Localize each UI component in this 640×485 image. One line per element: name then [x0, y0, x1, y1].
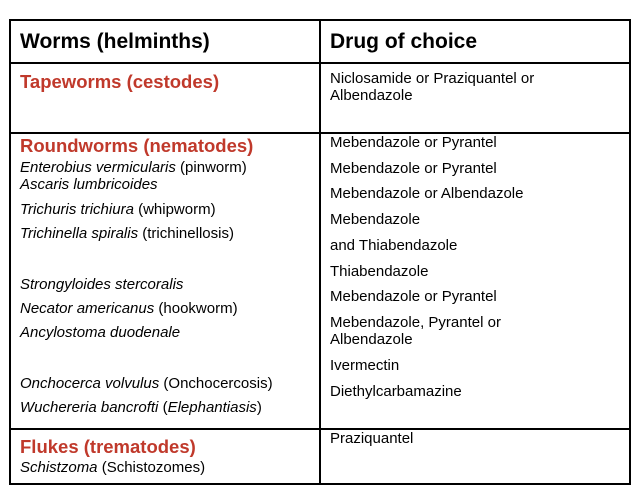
species-line — [20, 375, 313, 392]
table-row-flukes — [10, 429, 630, 484]
drug-line: Mebendazole or Pyrantel — [330, 134, 497, 151]
drug-line — [330, 314, 623, 349]
species-common: ) — [256, 399, 262, 417]
flukes-drug-cell — [320, 429, 630, 484]
species-common: (whipworm) — [133, 200, 216, 218]
drug-line: and Thiabendazole — [330, 236, 458, 254]
tapeworms-drug-line: Albendazole — [330, 87, 413, 105]
roundworms-cell — [10, 133, 320, 429]
species-common: (hookworm) — [154, 300, 238, 318]
table-header-row — [10, 20, 630, 63]
species-line — [20, 459, 313, 476]
species-common: (trichinellosis) — [138, 225, 234, 243]
tapeworms-drug-cell — [320, 63, 630, 133]
species-name: Strongyloides stercoralis — [20, 275, 184, 293]
header-worms: Worms (helminths) — [10, 20, 320, 63]
species-common: ( — [158, 399, 168, 417]
species-name: Necator americanus — [20, 300, 155, 318]
species-line — [20, 201, 313, 218]
species-line — [20, 399, 313, 416]
species-line — [20, 324, 313, 341]
tapeworms-cell — [10, 63, 320, 133]
flukes-title: Flukes (trematodes) — [20, 436, 196, 457]
drug-line: Mebendazole or Albendazole — [330, 185, 524, 203]
flukes-cell — [10, 429, 320, 484]
species-common: (Onchocercosis) — [159, 374, 273, 392]
tapeworms-title: Tapeworms (cestodes) — [20, 71, 220, 92]
species-line — [20, 176, 313, 193]
drug-line: Mebendazole or Pyrantel — [330, 288, 497, 306]
drug-line: Mebendazole — [330, 211, 421, 229]
drug-line: Thiabendazole — [330, 262, 429, 280]
roundworms-drug-cell — [320, 133, 630, 429]
header-drug: Drug of choice — [320, 20, 630, 63]
drug-line: Ivermectin — [330, 357, 400, 375]
species-line — [20, 300, 313, 317]
species-line — [20, 276, 313, 293]
drug-line: Mebendazole or Pyrantel — [330, 159, 497, 177]
species-name: Enterobius vermicularis — [20, 159, 176, 176]
species-name: Trichinella spiralis — [20, 225, 139, 243]
roundworms-title: Roundworms (nematodes) — [20, 135, 254, 156]
species-name: Ascaris lumbricoides — [20, 176, 158, 194]
drug-line-part: Mebendazole, Pyrantel or — [330, 313, 501, 331]
species-name: Wuchereria bancrofti — [20, 399, 159, 417]
species-line — [20, 159, 313, 176]
table-row-tapeworms — [10, 63, 630, 133]
species-common: (Schistozomes) — [97, 459, 206, 476]
species-name: Onchocerca volvulus — [20, 374, 160, 392]
drug-line: Praziquantel — [330, 430, 414, 447]
species-common-italic: Elephantiasis — [167, 399, 257, 417]
species-name: Ancylostoma duodenale — [20, 324, 181, 342]
drug-table — [9, 19, 631, 485]
species-common: (pinworm) — [175, 159, 247, 176]
species-name: Schistzoma — [20, 459, 98, 476]
tapeworms-drug-line: Niclosamide or Praziquantel or — [330, 70, 535, 87]
species-line — [20, 225, 313, 242]
drug-line-part: Albendazole — [330, 331, 413, 349]
drug-line: Diethylcarbamazine — [330, 382, 462, 400]
species-name: Trichuris trichiura — [20, 200, 134, 218]
table-row-roundworms — [10, 133, 630, 429]
